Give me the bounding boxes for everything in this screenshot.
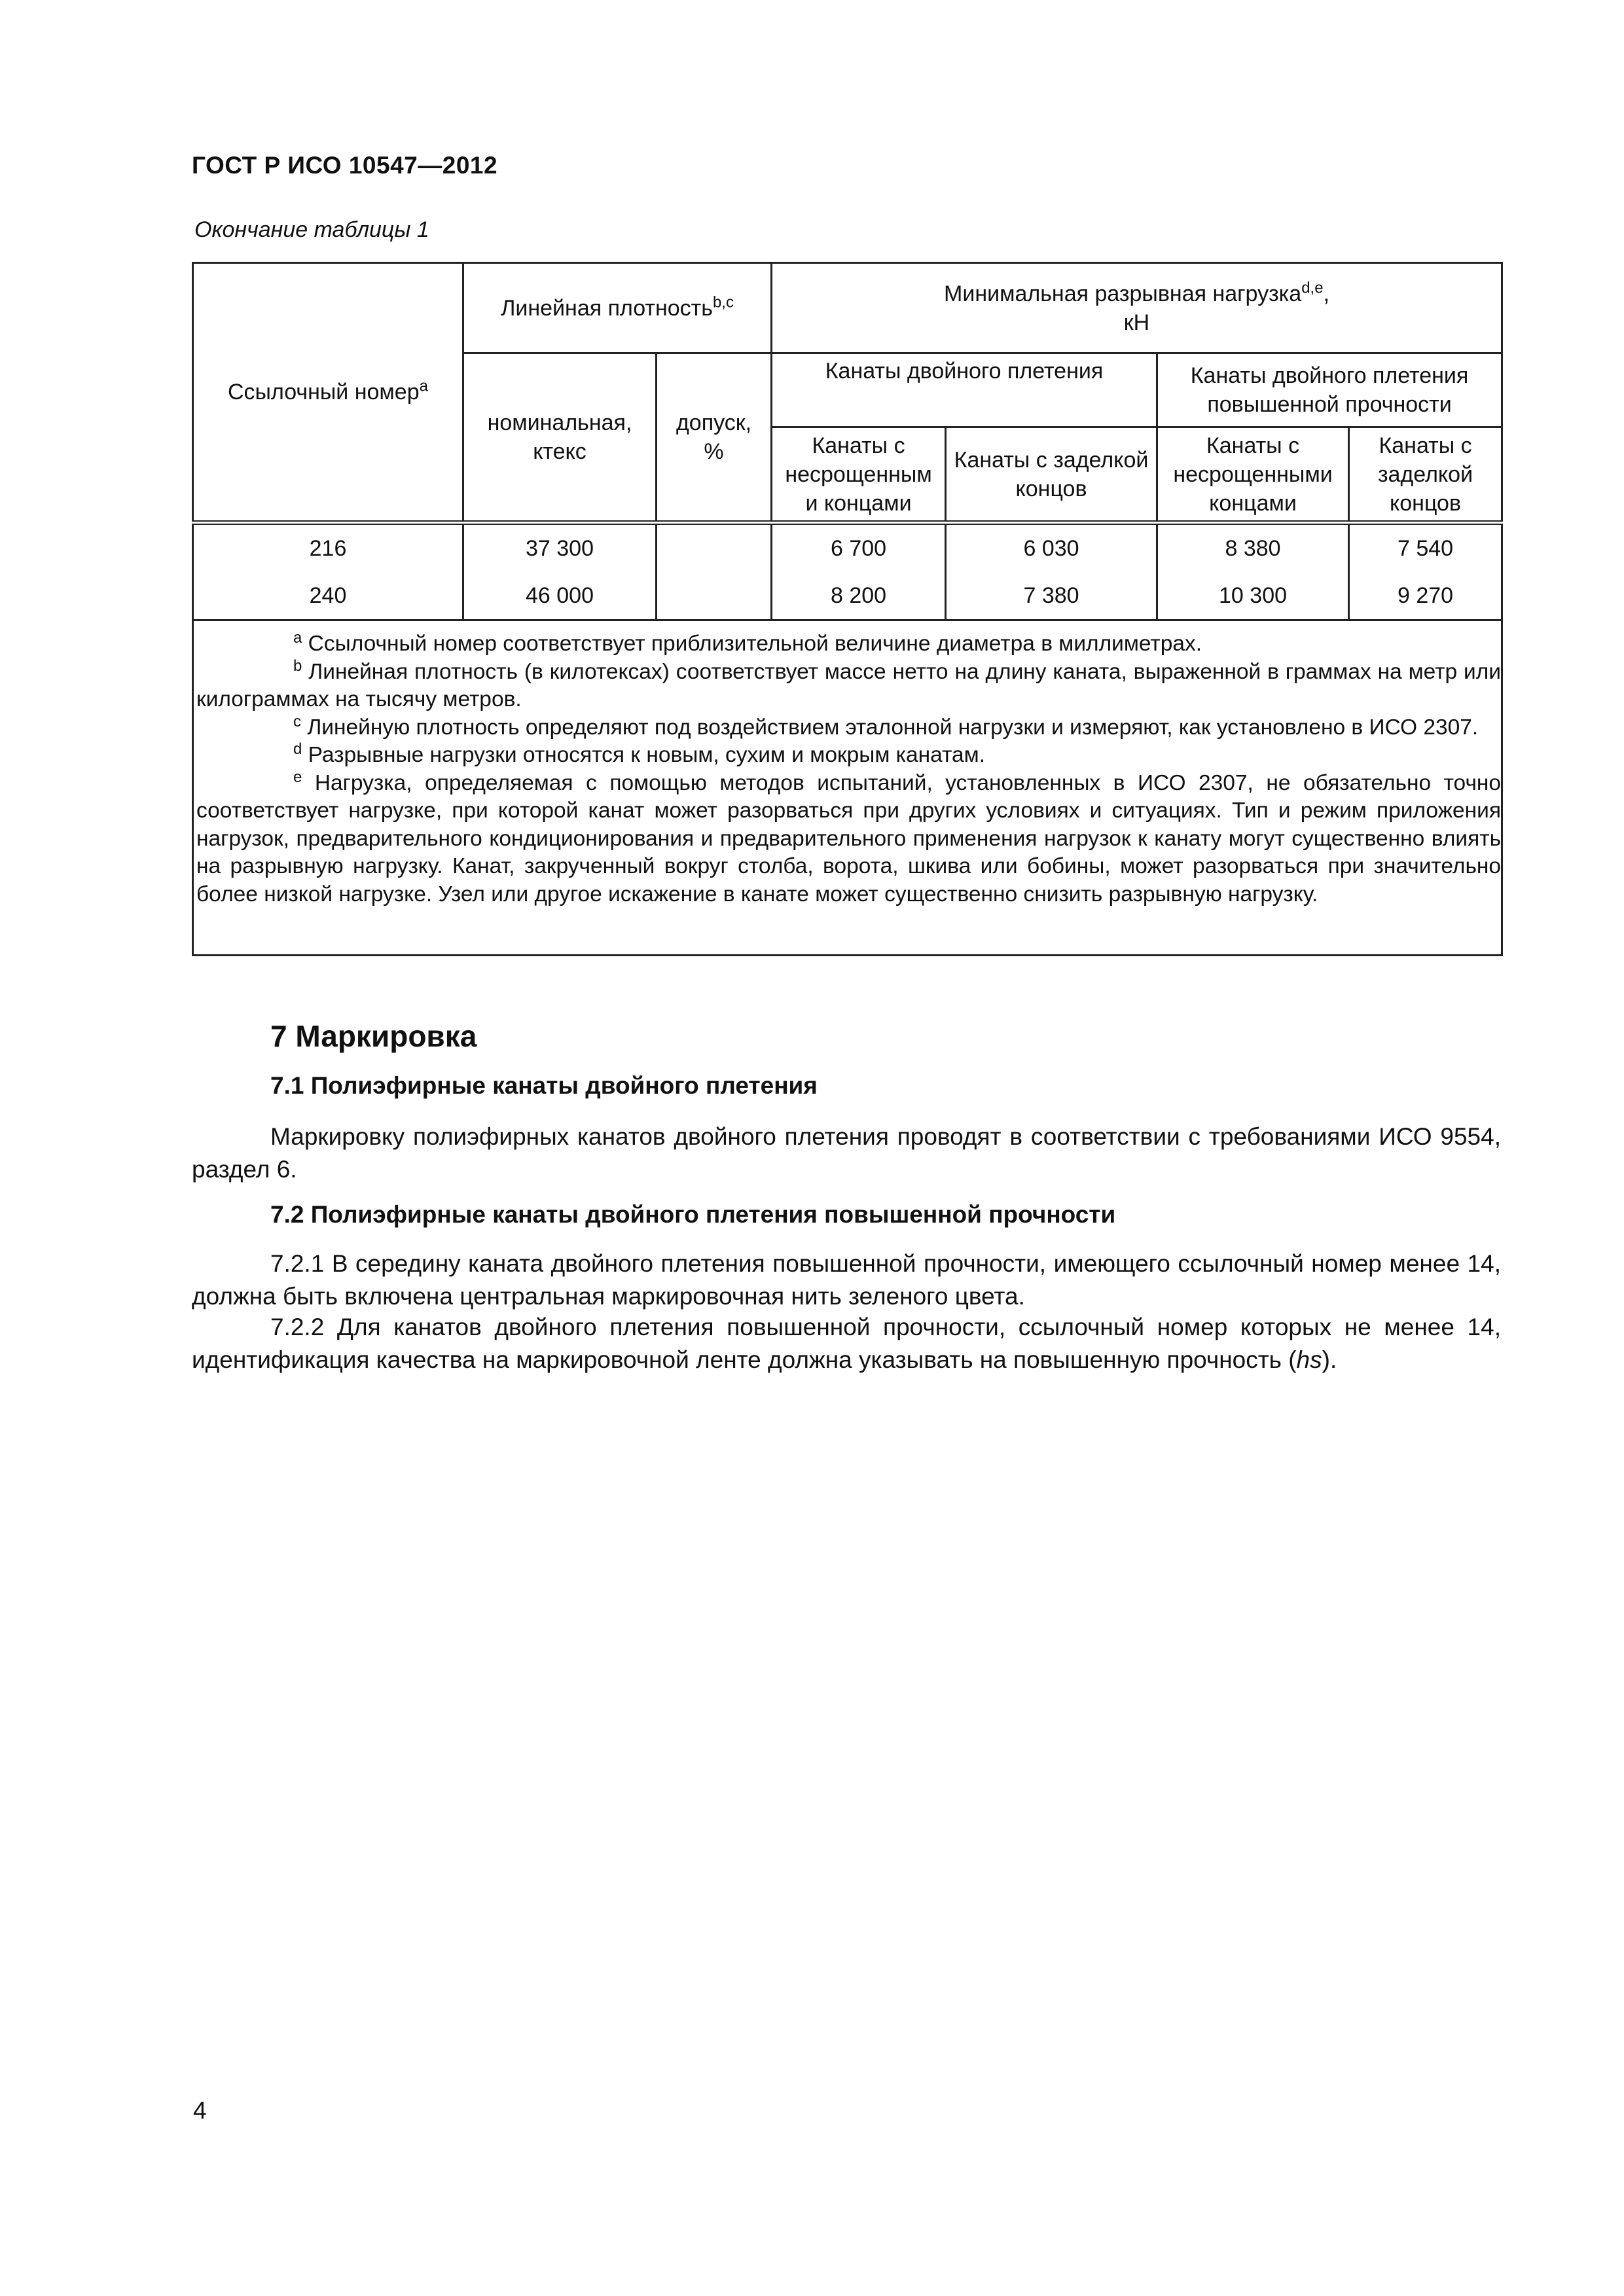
table-row xyxy=(193,523,1502,573)
header-unspliced-2: Канаты с несрощенными концами xyxy=(1157,427,1349,523)
header-tolerance: допуск, % xyxy=(657,353,772,523)
cell-tolerance xyxy=(657,572,772,620)
section-heading: 7 Маркировка xyxy=(270,1019,477,1053)
cell-db-unspliced: 6 700 xyxy=(772,523,946,573)
header-terminated-2: Канаты с заделкой концов xyxy=(1349,427,1502,523)
rope-load-table xyxy=(192,262,1503,956)
footnote-e: $^e$ Нагрузка, определяемая с помощью методов испытаний, установленных в ИСО 2307, не обязательно точно соответствует нагрузке, при которой канат может разорваться при других условиях и ситуациях. Тип и режим приложения нагрузок, предварительного кондиционирования и предварительного применения нагрузок к канату могут существенно влиять на разрывную нагрузку. Канат, закрученный вокруг столба, ворота, шкива или бобины, может разорваться при значительно более низкой нагрузке. Узел или другое искажение в канате может существенно снизить разрывную нагрузку. xyxy=(196,768,1502,906)
cell-hs-unspliced: 8 380 xyxy=(1157,523,1349,573)
cell-hs-terminated: 7 540 xyxy=(1349,523,1502,573)
header-ref-number: Ссылочный номер$^a$ xyxy=(193,263,463,523)
header-terminated-1: Канаты с заделкой концов xyxy=(946,427,1157,523)
footnote-d: $^d$ Разрывные нагрузки относятся к новым, сухим и мокрым канатам. xyxy=(293,740,986,767)
header-linear-density: Линейная плотность$^{b,c}$ xyxy=(463,263,772,353)
subsection-heading-7-1: 7.1 Полиэфирные канаты двойного плетения xyxy=(270,1072,818,1099)
footnote-b: $^b$ Линейная плотность (в килотексах) соответствует массе нетто на длину каната, выраженной в граммах на метр или килограммах на тысячу метров. xyxy=(196,656,1502,711)
table-footnotes xyxy=(193,620,1502,956)
header-min-breaking-load: Минимальная разрывная нагрузка$^{d,e}$, кН xyxy=(772,263,1502,353)
cell-hs-unspliced: 10 300 xyxy=(1157,572,1349,620)
table-row xyxy=(193,572,1502,620)
header-nominal: номинальная, ктекс xyxy=(463,353,657,523)
footnote-c: $^c$ Линейную плотность определяют под воздействием эталонной нагрузки и измеряют, как установлено в ИСО 2307. xyxy=(293,712,1479,740)
cell-hs-terminated: 9 270 xyxy=(1349,572,1502,620)
page-number: 4 xyxy=(193,2097,207,2124)
cell-db-terminated: 7 380 xyxy=(946,572,1157,620)
cell-tolerance xyxy=(657,523,772,573)
paragraph-7-1: Маркировку полиэфирных канатов двойного плетения проводят в соответствии с требованиями ИСО 9554, раздел 6. xyxy=(192,1123,1501,1183)
paragraph-7-2-2: 7.2.2 Для канатов двойного плетения повышенной прочности, ссылочный номер которых не менее 14, идентификация качества на маркировочной ленте должна указывать на повышенную прочность (hs). xyxy=(192,1314,1501,1373)
header-double-braid-hs: Канаты двойного плетения повышенной прочности xyxy=(1157,353,1502,427)
header-unspliced-1: Канаты с несрощенным и концами xyxy=(772,427,946,523)
cell-db-terminated: 6 030 xyxy=(946,523,1157,573)
table-caption: Окончание таблицы 1 xyxy=(194,217,429,242)
paragraph-7-2-1: 7.2.1 В середину каната двойного плетения повышенной прочности, имеющего ссылочный номер менее 14, должна быть включена центральная маркировочная нить зеленого цвета. xyxy=(192,1250,1501,1310)
cell-ref: 216 xyxy=(193,523,463,573)
header-double-braid: Канаты двойного плетения xyxy=(772,353,1157,427)
cell-ref: 240 xyxy=(193,572,463,620)
cell-nominal: 46 000 xyxy=(463,572,657,620)
footnote-a: $^a$ Ссылочный номер соответствует приблизительной величине диаметра в миллиметрах. xyxy=(293,628,1202,656)
cell-db-unspliced: 8 200 xyxy=(772,572,946,620)
document-header-title: ГОСТ Р ИСО 10547—2012 xyxy=(192,152,498,179)
cell-nominal: 37 300 xyxy=(463,523,657,573)
subsection-heading-7-2: 7.2 Полиэфирные канаты двойного плетения повышенной прочности xyxy=(270,1201,1116,1228)
